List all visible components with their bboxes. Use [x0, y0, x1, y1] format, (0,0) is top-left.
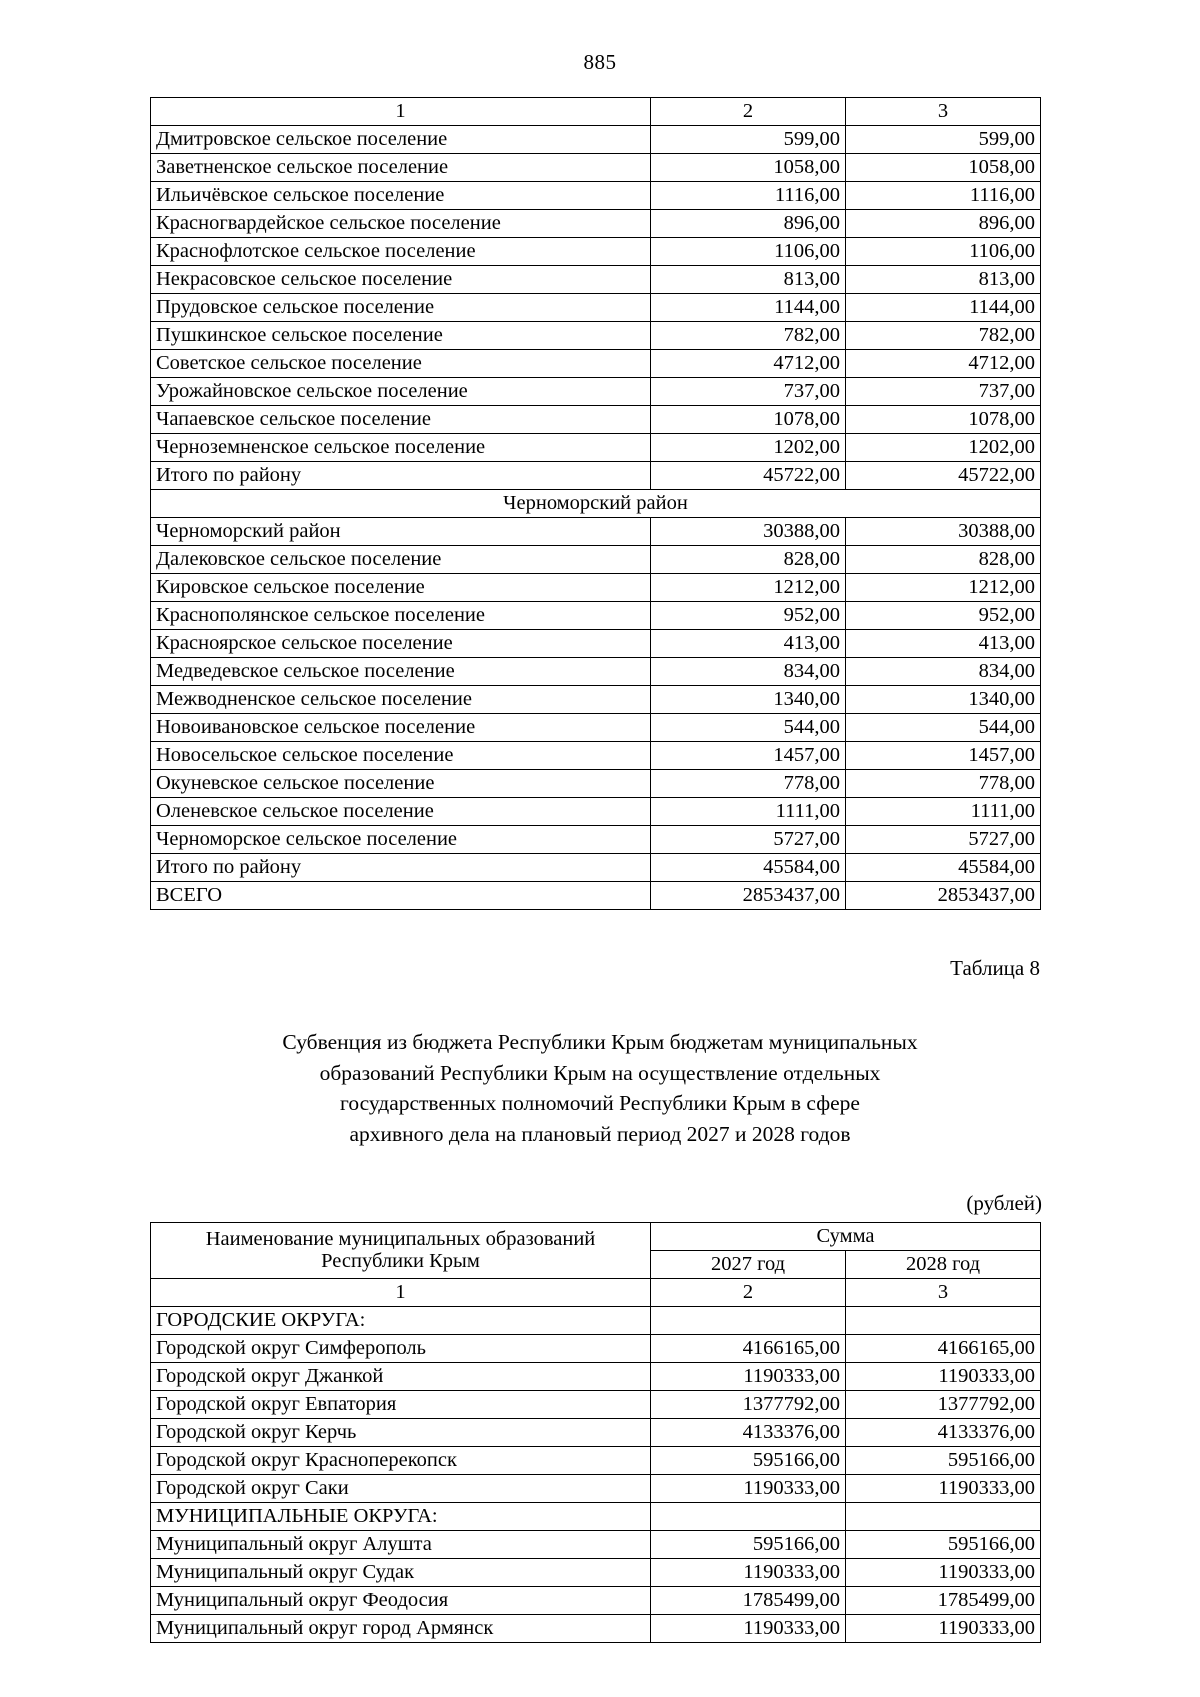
row-value-col2-cell: 1377792,00	[651, 1391, 846, 1419]
table-row	[151, 1447, 1041, 1475]
row-value-col2-cell: 5727,00	[651, 826, 846, 854]
row-value-col2-cell: 1340,00	[651, 686, 846, 714]
table-row	[151, 1419, 1041, 1447]
table-group-row	[151, 1307, 1041, 1335]
table-row	[151, 1391, 1041, 1419]
column-number-cell: 3	[846, 98, 1041, 126]
row-value-col3-cell: 45722,00	[846, 462, 1041, 490]
table-section-row	[151, 490, 1041, 518]
row-name-cell: Новоивановское сельское поселение	[151, 714, 651, 742]
row-value-col2-cell: 1111,00	[651, 798, 846, 826]
row-value-col3-cell: 1190333,00	[846, 1615, 1041, 1643]
table-row	[151, 1363, 1041, 1391]
row-name-cell: Прудовское сельское поселение	[151, 294, 651, 322]
row-name-cell: Красногвардейское сельское поселение	[151, 210, 651, 238]
row-value-col2-cell: 1116,00	[651, 182, 846, 210]
row-value-col3-cell	[846, 1307, 1041, 1335]
row-value-col3-cell: 828,00	[846, 546, 1041, 574]
table-row	[151, 546, 1041, 574]
column-number-cell: 1	[151, 98, 651, 126]
row-value-col2-cell: 828,00	[651, 546, 846, 574]
table-row	[151, 1335, 1041, 1363]
table-row	[151, 574, 1041, 602]
row-name-cell: ВСЕГО	[151, 882, 651, 910]
row-name-cell: Итого по району	[151, 854, 651, 882]
row-value-col2-cell: 834,00	[651, 658, 846, 686]
row-value-col3-cell: 813,00	[846, 266, 1041, 294]
row-value-col3-cell: 1144,00	[846, 294, 1041, 322]
row-name-cell: Краснополянское сельское поселение	[151, 602, 651, 630]
row-value-col2-cell: 1106,00	[651, 238, 846, 266]
row-value-col3-cell: 544,00	[846, 714, 1041, 742]
row-name-cell: Городской округ Керчь	[151, 1419, 651, 1447]
table-row	[151, 1531, 1041, 1559]
row-value-col3-cell: 599,00	[846, 126, 1041, 154]
row-value-col3-cell: 1340,00	[846, 686, 1041, 714]
table-row	[151, 1587, 1041, 1615]
row-value-col3-cell: 30388,00	[846, 518, 1041, 546]
row-value-col3-cell: 1116,00	[846, 182, 1041, 210]
row-value-col3-cell: 1785499,00	[846, 1587, 1041, 1615]
row-name-cell: Городской округ Евпатория	[151, 1391, 651, 1419]
row-value-col2-cell: 4712,00	[651, 350, 846, 378]
row-value-col2-cell: 1190333,00	[651, 1615, 846, 1643]
row-value-col2-cell: 2853437,00	[651, 882, 846, 910]
column-number-row	[151, 98, 1041, 126]
page-number: 885	[583, 50, 617, 74]
row-name-cell: Городской округ Симферополь	[151, 1335, 651, 1363]
table-row	[151, 798, 1041, 826]
row-value-col3-cell: 595166,00	[846, 1447, 1041, 1475]
page-title-line: государственных полномочий Республики Крым в сфере	[340, 1091, 860, 1116]
row-name-cell: Некрасовское сельское поселение	[151, 266, 651, 294]
row-value-col2-cell: 1457,00	[651, 742, 846, 770]
column-number-cell: 3	[846, 1279, 1041, 1307]
table2-header-sum: Сумма	[651, 1223, 1041, 1251]
row-name-cell: МУНИЦИПАЛЬНЫЕ ОКРУГА:	[151, 1503, 651, 1531]
row-name-cell: Городской округ Саки	[151, 1475, 651, 1503]
table-row	[151, 630, 1041, 658]
row-value-col3-cell: 896,00	[846, 210, 1041, 238]
row-value-col2-cell: 1058,00	[651, 154, 846, 182]
row-value-col2-cell: 413,00	[651, 630, 846, 658]
row-value-col2-cell: 782,00	[651, 322, 846, 350]
row-name-cell: Черноземненское сельское поселение	[151, 434, 651, 462]
table-row	[151, 1475, 1041, 1503]
table-total-row	[151, 882, 1041, 910]
table-row	[151, 826, 1041, 854]
row-value-col2-cell: 595166,00	[651, 1531, 846, 1559]
row-name-cell: Урожайновское сельское поселение	[151, 378, 651, 406]
table2-header-row-1	[151, 1223, 1041, 1251]
row-name-cell: Кировское сельское поселение	[151, 574, 651, 602]
row-value-col3-cell: 4166165,00	[846, 1335, 1041, 1363]
row-name-cell: Черноморский район	[151, 518, 651, 546]
row-name-cell: Дмитровское сельское поселение	[151, 126, 651, 154]
table-row	[151, 714, 1041, 742]
column-number-cell: 2	[651, 1279, 846, 1307]
row-name-cell: ГОРОДСКИЕ ОКРУГА:	[151, 1307, 651, 1335]
row-name-cell: Итого по району	[151, 462, 651, 490]
table-row	[151, 406, 1041, 434]
table-row	[151, 602, 1041, 630]
row-value-col3-cell: 1111,00	[846, 798, 1041, 826]
row-name-cell: Окуневское сельское поселение	[151, 770, 651, 798]
table2-head	[151, 1223, 1041, 1279]
row-value-col3-cell: 1190333,00	[846, 1559, 1041, 1587]
row-value-col3-cell: 1190333,00	[846, 1363, 1041, 1391]
page-title	[185, 1027, 1015, 1149]
row-value-col2-cell: 778,00	[651, 770, 846, 798]
row-value-col2-cell	[651, 1307, 846, 1335]
page-title-line: Субвенция из бюджета Республики Крым бюджетам муниципальных	[282, 1030, 918, 1054]
row-name-cell: Ильичёвское сельское поселение	[151, 182, 651, 210]
row-value-col3-cell: 1058,00	[846, 154, 1041, 182]
row-value-col2-cell: 45584,00	[651, 854, 846, 882]
table-row	[151, 266, 1041, 294]
row-name-cell: Городской округ Джанкой	[151, 1363, 651, 1391]
table2-header-year-2028: 2028 год	[846, 1251, 1041, 1279]
row-value-col2-cell: 813,00	[651, 266, 846, 294]
table-total-row	[151, 854, 1041, 882]
row-value-col3-cell: 778,00	[846, 770, 1041, 798]
table-group-row	[151, 1503, 1041, 1531]
row-name-cell: Далековское сельское поселение	[151, 546, 651, 574]
row-value-col3-cell: 595166,00	[846, 1531, 1041, 1559]
row-value-col2-cell: 45722,00	[651, 462, 846, 490]
table2-header-name	[151, 1223, 651, 1279]
row-value-col3-cell: 45584,00	[846, 854, 1041, 882]
row-value-col3-cell: 834,00	[846, 658, 1041, 686]
row-value-col3-cell: 1202,00	[846, 434, 1041, 462]
row-name-cell: Пушкинское сельское поселение	[151, 322, 651, 350]
table-section-label: Черноморский район	[151, 490, 1041, 518]
row-value-col3-cell: 782,00	[846, 322, 1041, 350]
table-row	[151, 350, 1041, 378]
row-name-cell: Красноярское сельское поселение	[151, 630, 651, 658]
row-name-cell: Медведевское сельское поселение	[151, 658, 651, 686]
table-8-subventions-archive	[150, 1222, 1041, 1643]
row-name-cell: Заветненское сельское поселение	[151, 154, 651, 182]
row-name-cell: Муниципальный округ Феодосия	[151, 1587, 651, 1615]
row-name-cell: Муниципальный округ Алушта	[151, 1531, 651, 1559]
table-row	[151, 210, 1041, 238]
row-value-col3-cell: 1106,00	[846, 238, 1041, 266]
table-row	[151, 154, 1041, 182]
row-value-col2-cell: 1190333,00	[651, 1559, 846, 1587]
row-value-col2-cell: 1144,00	[651, 294, 846, 322]
row-value-col2-cell: 4133376,00	[651, 1419, 846, 1447]
row-value-col2-cell: 599,00	[651, 126, 846, 154]
row-value-col2-cell: 952,00	[651, 602, 846, 630]
row-name-cell: Краснофлотское сельское поселение	[151, 238, 651, 266]
row-value-col2-cell: 1190333,00	[651, 1363, 846, 1391]
row-value-col3-cell: 1190333,00	[846, 1475, 1041, 1503]
table-row	[151, 742, 1041, 770]
row-value-col2-cell: 544,00	[651, 714, 846, 742]
row-value-col3-cell: 2853437,00	[846, 882, 1041, 910]
row-value-col2-cell: 595166,00	[651, 1447, 846, 1475]
table2-body	[151, 1279, 1041, 1643]
row-value-col2-cell	[651, 1503, 846, 1531]
table-row	[151, 686, 1041, 714]
row-value-col2-cell: 30388,00	[651, 518, 846, 546]
table-row	[151, 1559, 1041, 1587]
table-row	[151, 770, 1041, 798]
row-value-col3-cell	[846, 1503, 1041, 1531]
column-number-cell: 1	[151, 1279, 651, 1307]
page-title-line: архивного дела на плановый период 2027 и 2028 годов	[349, 1121, 851, 1146]
row-value-col3-cell: 4133376,00	[846, 1419, 1041, 1447]
table-row	[151, 518, 1041, 546]
row-name-cell: Муниципальный округ город Армянск	[151, 1615, 651, 1643]
row-value-col3-cell: 1377792,00	[846, 1391, 1041, 1419]
row-name-cell: Оленевское сельское поселение	[151, 798, 651, 826]
row-value-col3-cell: 1457,00	[846, 742, 1041, 770]
row-value-col2-cell: 1785499,00	[651, 1587, 846, 1615]
row-name-cell: Новосельское сельское поселение	[151, 742, 651, 770]
row-name-cell: Межводненское сельское поселение	[151, 686, 651, 714]
table-row	[151, 294, 1041, 322]
row-value-col3-cell: 952,00	[846, 602, 1041, 630]
table-row	[151, 238, 1041, 266]
row-value-col2-cell: 737,00	[651, 378, 846, 406]
row-value-col3-cell: 5727,00	[846, 826, 1041, 854]
table1-body	[151, 98, 1041, 910]
row-value-col3-cell: 1212,00	[846, 574, 1041, 602]
table-row	[151, 1615, 1041, 1643]
row-value-col3-cell: 413,00	[846, 630, 1041, 658]
table-continuation-subventions	[150, 97, 1041, 910]
row-value-col2-cell: 1078,00	[651, 406, 846, 434]
table-row	[151, 658, 1041, 686]
row-name-cell: Черноморское сельское поселение	[151, 826, 651, 854]
table-caption-number: Таблица 8	[950, 956, 1040, 980]
row-value-col2-cell: 896,00	[651, 210, 846, 238]
row-name-cell: Чапаевское сельское поселение	[151, 406, 651, 434]
table-total-row	[151, 462, 1041, 490]
column-number-cell: 2	[651, 98, 846, 126]
row-value-col2-cell: 1212,00	[651, 574, 846, 602]
row-name-cell: Советское сельское поселение	[151, 350, 651, 378]
table-row	[151, 378, 1041, 406]
table-row	[151, 182, 1041, 210]
row-value-col2-cell: 1190333,00	[651, 1475, 846, 1503]
table-row	[151, 434, 1041, 462]
units-label: (рублей)	[966, 1191, 1042, 1216]
page-title-line: образований Республики Крым на осуществление отдельных	[319, 1060, 881, 1085]
table2-header-name-line2: Республики Крым	[321, 1250, 480, 1273]
row-name-cell: Муниципальный округ Судак	[151, 1559, 651, 1587]
table-row	[151, 126, 1041, 154]
row-value-col2-cell: 1202,00	[651, 434, 846, 462]
column-number-row	[151, 1279, 1041, 1307]
row-value-col3-cell: 1078,00	[846, 406, 1041, 434]
row-value-col2-cell: 4166165,00	[651, 1335, 846, 1363]
table2-header-year-2027: 2027 год	[651, 1251, 846, 1279]
table-row	[151, 322, 1041, 350]
row-name-cell: Городской округ Красноперекопск	[151, 1447, 651, 1475]
row-value-col3-cell: 4712,00	[846, 350, 1041, 378]
row-value-col3-cell: 737,00	[846, 378, 1041, 406]
table2-header-name-line1: Наименование муниципальных образований	[205, 1227, 596, 1250]
